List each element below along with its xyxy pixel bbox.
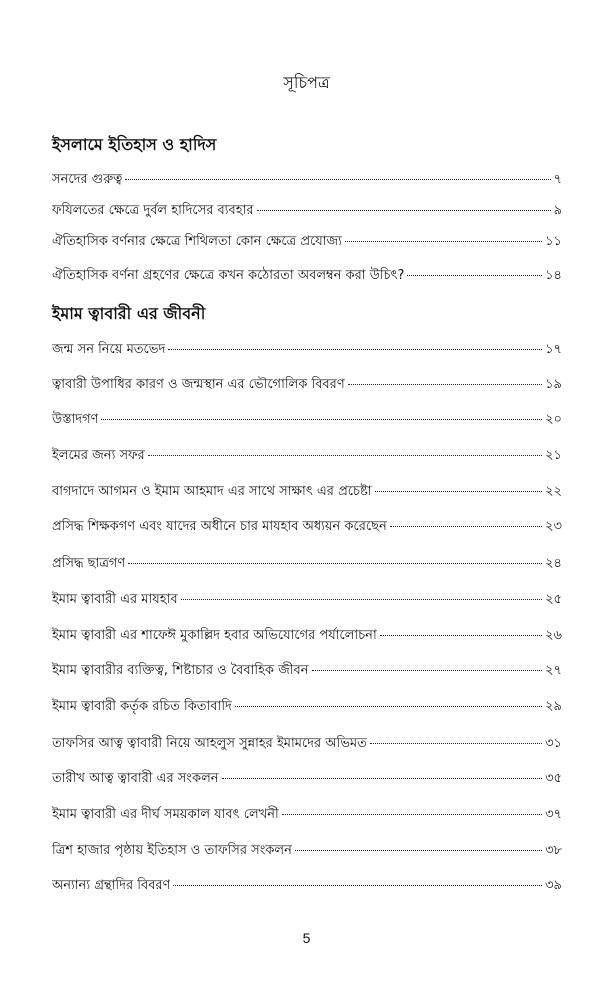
- entry-page: ৩৭: [545, 807, 562, 822]
- dot-leader: [168, 349, 542, 350]
- toc-entry[interactable]: [52, 482, 562, 502]
- entry-page: ২৫: [545, 592, 562, 607]
- toc-entry[interactable]: [52, 375, 562, 395]
- toc-title: সূচিপত্র: [283, 73, 330, 92]
- entry-page: ১৭: [545, 342, 562, 357]
- entry-title: বাগদাদে আগমন ও ইমাম আহমাদ এর সাথে সাক্ষাৎ এর প্রচেষ্টা: [52, 484, 372, 499]
- entry-title: ত্বাবারী উপাধির কারণ ও জন্মস্থান এর ভৌগোলিক বিবরণ: [52, 377, 345, 392]
- entry-title: ইলমের জন্য সফর: [52, 448, 145, 463]
- toc-entry[interactable]: [52, 201, 562, 221]
- toc-entry[interactable]: [52, 626, 562, 646]
- page-number: 5: [302, 930, 311, 946]
- entry-page: ২০: [545, 412, 562, 427]
- toc-entry[interactable]: [52, 734, 562, 754]
- dot-leader: [101, 419, 542, 420]
- entry-page: ২৭: [545, 663, 562, 678]
- entry-page: ৩৫: [545, 771, 562, 786]
- entry-title: অন্যান্য গ্রন্থাদির বিবরণ: [52, 878, 171, 893]
- entry-page: ২৬: [545, 628, 562, 643]
- entry-title: তাফসির আত্ব ত্বাবারী নিয়ে আহলুস সুন্নাহর ইমামদের অভিমত: [52, 736, 367, 751]
- dot-leader: [128, 563, 542, 564]
- entry-page: ১১: [545, 234, 562, 249]
- entry-page: ৯: [553, 203, 562, 218]
- toc-entry[interactable]: [52, 446, 562, 466]
- toc-entry[interactable]: [52, 517, 562, 537]
- entry-title: তারীখ আত্ব ত্বাবারী এর সংকলন: [52, 771, 219, 786]
- toc-entry[interactable]: [52, 661, 562, 681]
- dot-leader: [370, 743, 542, 744]
- toc-entry[interactable]: [52, 876, 562, 896]
- dot-leader: [125, 179, 550, 180]
- dot-leader: [380, 635, 542, 636]
- entry-page: ৩৯: [545, 878, 562, 893]
- entry-title: ইমাম ত্বাবারীর ব্যক্তিত্ব, শিষ্টাচার ও বৈবাহিক জীবন: [52, 663, 309, 678]
- dot-leader: [407, 275, 542, 276]
- toc-entry[interactable]: [52, 590, 562, 610]
- toc-entry[interactable]: [52, 410, 562, 430]
- dot-leader: [312, 670, 543, 671]
- dot-leader: [390, 526, 542, 527]
- entry-page: ২২: [545, 484, 562, 499]
- entry-title: প্রসিদ্ধ শিক্ষকগণ এবং যাদের অধীনে চার মাযহাব অধ্যয়ন করেছেন: [52, 519, 387, 534]
- toc-entry[interactable]: [52, 170, 562, 190]
- entry-title: জন্ম সন নিয়ে মতভেদ: [52, 342, 166, 357]
- dot-leader: [235, 706, 542, 707]
- entry-page: ৭: [553, 172, 562, 187]
- toc-entry[interactable]: [52, 266, 562, 286]
- toc-entry[interactable]: [52, 805, 562, 825]
- dot-leader: [222, 778, 543, 779]
- dot-leader: [348, 384, 542, 385]
- dot-leader: [345, 241, 542, 242]
- entry-title: ইমাম ত্বাবারী এর মাযহাব: [52, 592, 178, 607]
- dot-leader: [375, 491, 543, 492]
- entry-page: ১৯: [545, 377, 562, 392]
- entry-title: উস্তাদগণ: [52, 412, 99, 427]
- entry-title: ইমাম ত্বাবারী কর্তৃক রচিত কিতাবাদি: [52, 699, 232, 714]
- toc-entry[interactable]: [52, 769, 562, 789]
- entry-page: ৩৮: [545, 843, 562, 858]
- toc-entry[interactable]: [52, 340, 562, 360]
- entry-title: সনদের গুরুত্ব: [52, 172, 123, 187]
- toc-entry[interactable]: [52, 554, 562, 574]
- toc-entry[interactable]: [52, 232, 562, 252]
- entry-page: ২৪: [545, 556, 562, 571]
- dot-leader: [181, 599, 542, 600]
- dot-leader: [282, 814, 542, 815]
- entry-page: ৩১: [545, 736, 562, 751]
- entry-page: ২৯: [545, 699, 562, 714]
- toc-entry[interactable]: [52, 841, 562, 861]
- entry-page: ২১: [545, 448, 562, 463]
- dot-leader: [148, 455, 542, 456]
- entry-title: ত্রিশ হাজার পৃষ্ঠায় ইতিহাস ও তাফসির সংকলন: [52, 843, 292, 858]
- dot-leader: [295, 850, 542, 851]
- entry-page: ১৪: [545, 268, 562, 283]
- entry-title: ইমাম ত্বাবারী এর দীর্ঘ সময়কাল যাবৎ লেখনী: [52, 807, 279, 822]
- section-heading: ইসলামে ইতিহাস ও হাদিস: [52, 135, 217, 154]
- entry-page: ২৩: [545, 519, 562, 534]
- entry-title: প্রসিদ্ধ ছাত্রগণ: [52, 556, 126, 571]
- dot-leader: [173, 885, 542, 886]
- dot-leader: [257, 210, 551, 211]
- entry-title: ঐতিহাসিক বর্ণনার ক্ষেত্রে শিথিলতা কোন ক্ষেত্রে প্রযোজ্য: [52, 234, 342, 249]
- section-heading: ইমাম ত্বাবারী এর জীবনী: [52, 304, 206, 323]
- entry-title: ঐতিহাসিক বর্ণনা গ্রহণের ক্ষেত্রে কখন কঠোরতা অবলম্বন করা উচিৎ?: [52, 268, 405, 283]
- entry-title: ইমাম ত্বাবারী এর শাফেঈ মুকাল্লিদ হবার অভিযোগের পর্যালোচনা: [52, 628, 377, 643]
- entry-title: ফযিলতের ক্ষেত্রে দুর্বল হাদিসের ব্যবহার: [52, 203, 254, 218]
- toc-entry[interactable]: [52, 697, 562, 717]
